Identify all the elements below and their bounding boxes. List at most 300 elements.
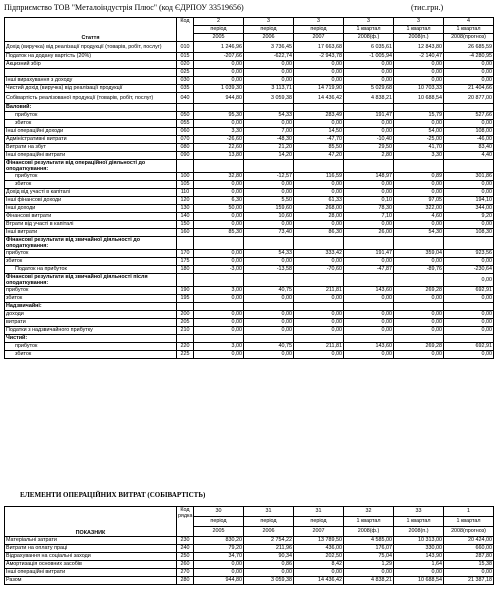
row-value: 0,00 bbox=[244, 569, 294, 577]
row-value: 0,00 bbox=[444, 181, 494, 189]
row-value: -2 140,47 bbox=[394, 53, 444, 61]
row-value: 0,00 bbox=[244, 189, 294, 197]
row-value: 923,56 bbox=[444, 250, 494, 258]
row-value: -622,74 bbox=[244, 53, 294, 61]
row-code: 150 bbox=[177, 221, 194, 229]
row-value: 78,30 bbox=[344, 205, 394, 213]
row-label: прибуток bbox=[5, 343, 177, 351]
row-code: 195 bbox=[177, 295, 194, 303]
row-code: 250 bbox=[177, 553, 194, 561]
row-value bbox=[344, 303, 394, 311]
company-title: Підприємство ТОВ "Металоіндустрія Плюс" (код ЄДРПОУ 33519656) bbox=[4, 3, 244, 12]
table-row bbox=[5, 351, 494, 359]
row-value: 0,00 bbox=[344, 120, 394, 128]
row-value: 0,00 bbox=[244, 295, 294, 303]
row-label: Разом bbox=[5, 577, 177, 585]
row-code: 230 bbox=[177, 537, 194, 545]
row-value: 0,00 bbox=[344, 77, 394, 85]
row-value: 0,00 bbox=[194, 569, 244, 577]
row-value: 0,00 bbox=[394, 569, 444, 577]
row-value bbox=[244, 303, 294, 311]
row-value: 108,30 bbox=[444, 229, 494, 237]
row-label: Акцизний збір bbox=[5, 61, 177, 69]
row-code: 180 bbox=[177, 266, 194, 274]
row-value: 40,75 bbox=[244, 287, 294, 295]
header-col-num: 3 bbox=[344, 18, 394, 26]
row-label bbox=[5, 69, 177, 77]
row-value: -207,66 bbox=[194, 53, 244, 61]
header-col-year: 2005 bbox=[194, 34, 244, 42]
row-value: 12 843,80 bbox=[394, 42, 444, 53]
row-value: 0,00 bbox=[294, 221, 344, 229]
document-title bbox=[4, 3, 474, 12]
row-label: Чистий: bbox=[5, 335, 177, 343]
row-label: Інші операційні витрати bbox=[5, 569, 177, 577]
row-value: 0,00 bbox=[394, 258, 444, 266]
row-code: 130 bbox=[177, 205, 194, 213]
row-value: 34,70 bbox=[194, 553, 244, 561]
row-value: 0,00 bbox=[344, 221, 394, 229]
row-value: 10 313,00 bbox=[394, 537, 444, 545]
header-col-num: 2 bbox=[194, 18, 244, 26]
row-value: 2 754,22 bbox=[244, 537, 294, 545]
row-value: 0,10 bbox=[344, 197, 394, 205]
row-code: 270 bbox=[177, 569, 194, 577]
header-col-num: 4 bbox=[444, 18, 494, 26]
row-value: 0,00 bbox=[244, 327, 294, 335]
row-value: -25,00 bbox=[394, 136, 444, 144]
row-value: 7,00 bbox=[244, 128, 294, 136]
row-label: Собівартість реалізованої продукції (товарів, робіт, послуг) bbox=[5, 93, 177, 104]
row-value: 0,00 bbox=[344, 189, 394, 197]
row-code: 060 bbox=[177, 128, 194, 136]
row-value bbox=[444, 303, 494, 311]
header-col-year: 2008(прогноз) bbox=[444, 34, 494, 42]
row-value: 14,50 bbox=[294, 128, 344, 136]
row-value: 0,00 bbox=[294, 181, 344, 189]
row-value bbox=[344, 104, 394, 112]
row-value: 21 404,66 bbox=[444, 85, 494, 93]
row-label: Валовий: bbox=[5, 104, 177, 112]
header-col-year: 2008(прогноз) bbox=[444, 527, 494, 537]
row-value: 0,00 bbox=[244, 120, 294, 128]
row-value: 1 039,30 bbox=[194, 85, 244, 93]
row-label: Витрати на збут bbox=[5, 144, 177, 152]
row-value: 0,00 bbox=[244, 69, 294, 77]
row-value bbox=[394, 104, 444, 112]
row-value: 0,00 bbox=[194, 213, 244, 221]
row-value: 20 877,00 bbox=[444, 93, 494, 104]
table-row bbox=[5, 53, 494, 61]
row-value bbox=[194, 274, 244, 287]
row-value bbox=[244, 335, 294, 343]
row-code bbox=[177, 303, 194, 311]
header-col-period: період bbox=[244, 26, 294, 34]
row-label: Дохід (виручка) від реалізації продукції (товарів, робіт, послуг) bbox=[5, 42, 177, 53]
row-value: 5,50 bbox=[244, 197, 294, 205]
row-value: 211,81 bbox=[294, 287, 344, 295]
row-value: 0,00 bbox=[394, 181, 444, 189]
row-value: 13 789,50 bbox=[294, 537, 344, 545]
row-value: 0,00 bbox=[294, 327, 344, 335]
row-label: Податок на прибуток bbox=[5, 266, 177, 274]
row-value: 3 059,38 bbox=[244, 577, 294, 585]
row-value: 28,00 bbox=[294, 213, 344, 221]
header-col-num: 1 bbox=[444, 507, 494, 517]
row-value: 0,00 bbox=[194, 561, 244, 569]
header-col-year: 2006 bbox=[244, 34, 294, 42]
table-row bbox=[5, 258, 494, 266]
row-code: 220 bbox=[177, 343, 194, 351]
header-col-year: 2007 bbox=[294, 527, 344, 537]
row-value: 322,00 bbox=[394, 205, 444, 213]
row-label: Чистий дохід (виручка) від реалізації продукції bbox=[5, 85, 177, 93]
row-value: 10 688,54 bbox=[394, 93, 444, 104]
row-label: Витрати на оплату праці bbox=[5, 545, 177, 553]
row-value: 85,30 bbox=[194, 229, 244, 237]
table-row bbox=[5, 77, 494, 85]
row-value: 6,30 bbox=[194, 197, 244, 205]
row-value: 22,60 bbox=[194, 144, 244, 152]
row-value: -47,87 bbox=[344, 266, 394, 274]
header-col-period: 1 квартал bbox=[444, 517, 494, 527]
row-value: 95,30 bbox=[194, 112, 244, 120]
row-value bbox=[194, 237, 244, 250]
row-value bbox=[394, 303, 444, 311]
row-code bbox=[177, 160, 194, 173]
row-value bbox=[444, 237, 494, 250]
table-row bbox=[5, 61, 494, 69]
row-code: 120 bbox=[177, 197, 194, 205]
row-label: Відрахування на соціальні заходи bbox=[5, 553, 177, 561]
table-row bbox=[5, 205, 494, 213]
row-value: 0,00 bbox=[294, 120, 344, 128]
row-label: Податок на додану вартість (20%) bbox=[5, 53, 177, 61]
table-row bbox=[5, 561, 494, 569]
row-code: 055 bbox=[177, 120, 194, 128]
row-value: 0,00 bbox=[394, 295, 444, 303]
row-label: Надзвичайні: bbox=[5, 303, 177, 311]
row-value bbox=[194, 160, 244, 173]
header-col-period: період bbox=[194, 26, 244, 34]
header-col-period: 1 квартал bbox=[344, 517, 394, 527]
row-code bbox=[177, 237, 194, 250]
row-value bbox=[344, 160, 394, 173]
row-value: 0,00 bbox=[344, 327, 394, 335]
row-value: 0,00 bbox=[444, 221, 494, 229]
row-value bbox=[394, 274, 444, 287]
row-value: 14 719,90 bbox=[294, 85, 344, 93]
row-value: 85,50 bbox=[294, 144, 344, 152]
row-value: 50,00 bbox=[194, 205, 244, 213]
row-value: 26 685,59 bbox=[444, 42, 494, 53]
row-value: 143,60 bbox=[344, 287, 394, 295]
row-value: 4 585,00 bbox=[344, 537, 394, 545]
row-code: 160 bbox=[177, 229, 194, 237]
row-label: збиток bbox=[5, 181, 177, 189]
row-value: 0,00 bbox=[344, 295, 394, 303]
row-value bbox=[444, 104, 494, 112]
table-row bbox=[5, 327, 494, 335]
row-code: 260 bbox=[177, 561, 194, 569]
row-value: 4 838,21 bbox=[344, 93, 394, 104]
row-value: -3,00 bbox=[194, 266, 244, 274]
row-value: 268,00 bbox=[294, 205, 344, 213]
row-value: 17 663,68 bbox=[294, 42, 344, 53]
row-value: 47,20 bbox=[294, 152, 344, 160]
row-value: 0,00 bbox=[244, 61, 294, 69]
row-value: 0,00 bbox=[444, 69, 494, 77]
row-value: 0,00 bbox=[244, 181, 294, 189]
row-value bbox=[444, 160, 494, 173]
row-code: 070 bbox=[177, 136, 194, 144]
row-value: 8,42 bbox=[294, 561, 344, 569]
row-label: Матеріальні затрати bbox=[5, 537, 177, 545]
header-col-period: 1 квартал bbox=[394, 26, 444, 34]
row-value: 692,91 bbox=[444, 287, 494, 295]
row-value: 191,47 bbox=[344, 250, 394, 258]
row-value: 0,00 bbox=[344, 351, 394, 359]
row-value bbox=[294, 104, 344, 112]
row-value: 0,00 bbox=[294, 351, 344, 359]
row-code: 110 bbox=[177, 189, 194, 197]
row-code: 140 bbox=[177, 213, 194, 221]
row-value: 0,00 bbox=[244, 319, 294, 327]
row-value: 330,00 bbox=[394, 545, 444, 553]
row-value: 0,00 bbox=[194, 327, 244, 335]
row-value: 269,28 bbox=[394, 343, 444, 351]
header-col-num: 31 bbox=[244, 507, 294, 517]
row-value: 0,00 bbox=[194, 189, 244, 197]
table-row bbox=[5, 136, 494, 144]
row-value: -13,58 bbox=[244, 266, 294, 274]
header-col-period: період bbox=[244, 517, 294, 527]
row-value: 14 436,42 bbox=[294, 93, 344, 104]
row-value: 211,81 bbox=[294, 343, 344, 351]
table-row bbox=[5, 128, 494, 136]
row-value bbox=[344, 237, 394, 250]
row-value: 0,00 bbox=[294, 569, 344, 577]
row-value bbox=[294, 237, 344, 250]
row-value: 333,42 bbox=[294, 250, 344, 258]
row-value bbox=[294, 160, 344, 173]
row-value: 269,28 bbox=[394, 287, 444, 295]
row-value: 0,00 bbox=[394, 189, 444, 197]
row-value: 54,33 bbox=[244, 250, 294, 258]
row-code: 030 bbox=[177, 77, 194, 85]
row-value bbox=[344, 335, 394, 343]
table-row bbox=[5, 537, 494, 545]
row-value: 0,00 bbox=[244, 77, 294, 85]
header-col-period: період bbox=[194, 517, 244, 527]
row-value: 79,20 bbox=[194, 545, 244, 553]
row-value: 15,38 bbox=[444, 561, 494, 569]
row-value: 21,20 bbox=[244, 144, 294, 152]
row-value bbox=[394, 237, 444, 250]
table-row bbox=[5, 335, 494, 343]
row-value: -10,40 bbox=[344, 136, 394, 144]
row-value bbox=[244, 274, 294, 287]
row-value: -89,76 bbox=[394, 266, 444, 274]
row-value: 0,00 bbox=[194, 319, 244, 327]
row-value: 0,00 bbox=[444, 77, 494, 85]
row-label: збиток bbox=[5, 258, 177, 266]
row-value: -46,00 bbox=[444, 136, 494, 144]
row-value: 32,80 bbox=[194, 173, 244, 181]
row-value: 14,20 bbox=[244, 152, 294, 160]
table-row bbox=[5, 311, 494, 319]
header-col-year: 2008(ф.) bbox=[344, 34, 394, 42]
row-value: 0,00 bbox=[244, 258, 294, 266]
row-value: 0,00 bbox=[444, 189, 494, 197]
row-value: 0,00 bbox=[394, 311, 444, 319]
row-value: 54,33 bbox=[244, 112, 294, 120]
row-value: 1,64 bbox=[394, 561, 444, 569]
table-row bbox=[5, 569, 494, 577]
table-row bbox=[5, 229, 494, 237]
row-label: Інші фінансові доходи bbox=[5, 197, 177, 205]
row-value: 0,00 bbox=[294, 319, 344, 327]
row-value: 0,00 bbox=[244, 351, 294, 359]
row-value: 0,00 bbox=[394, 77, 444, 85]
row-value: 0,00 bbox=[344, 61, 394, 69]
header-name: ПОКАЗНИК bbox=[5, 507, 177, 537]
row-value: 54,30 bbox=[394, 229, 444, 237]
row-value bbox=[294, 303, 344, 311]
row-value bbox=[294, 274, 344, 287]
row-value bbox=[394, 335, 444, 343]
row-value: 0,00 bbox=[394, 61, 444, 69]
row-code: 280 bbox=[177, 577, 194, 585]
row-value bbox=[194, 104, 244, 112]
row-value: 0,00 bbox=[194, 295, 244, 303]
table-row bbox=[5, 303, 494, 311]
row-code: 240 bbox=[177, 545, 194, 553]
row-value: 26,00 bbox=[344, 229, 394, 237]
row-value: -47,70 bbox=[294, 136, 344, 144]
row-value: -26,60 bbox=[194, 136, 244, 144]
row-value: -48,30 bbox=[244, 136, 294, 144]
table-row bbox=[5, 319, 494, 327]
row-value: 83,40 bbox=[444, 144, 494, 152]
row-value: 1,29 bbox=[344, 561, 394, 569]
row-value: 97,05 bbox=[394, 197, 444, 205]
row-value: -2 943,78 bbox=[294, 53, 344, 61]
header-col-period: 1 квартал bbox=[344, 26, 394, 34]
row-value: 0,00 bbox=[344, 311, 394, 319]
row-label: Інші витрати bbox=[5, 229, 177, 237]
header-col-period: період bbox=[294, 26, 344, 34]
row-label: Інші доходи bbox=[5, 205, 177, 213]
row-value: 202,50 bbox=[294, 553, 344, 561]
header-code: Код bbox=[177, 18, 194, 42]
row-value: 4,60 bbox=[394, 213, 444, 221]
row-value: 0,00 bbox=[394, 120, 444, 128]
row-value: 0,89 bbox=[394, 173, 444, 181]
table-row bbox=[5, 553, 494, 561]
row-label: Дохід від участі в капіталі bbox=[5, 189, 177, 197]
header-col-num: 32 bbox=[344, 507, 394, 517]
header-row bbox=[5, 18, 494, 26]
row-label: витрати bbox=[5, 319, 177, 327]
row-label: доходи bbox=[5, 311, 177, 319]
row-value: 13,80 bbox=[194, 152, 244, 160]
row-value: 3 059,38 bbox=[244, 93, 294, 104]
row-value: 0,00 bbox=[344, 128, 394, 136]
table-row bbox=[5, 189, 494, 197]
header-col-num: 33 bbox=[394, 507, 444, 517]
row-code bbox=[177, 104, 194, 112]
header-col-year: 2005 bbox=[194, 527, 244, 537]
row-value: 944,80 bbox=[194, 577, 244, 585]
row-value: 176,07 bbox=[344, 545, 394, 553]
table-row bbox=[5, 112, 494, 120]
row-value: 0,00 bbox=[294, 258, 344, 266]
row-label: Адміністративні витрати bbox=[5, 136, 177, 144]
table-row bbox=[5, 160, 494, 173]
row-value: 54,00 bbox=[394, 128, 444, 136]
row-value: 301,86 bbox=[444, 173, 494, 181]
row-code bbox=[177, 274, 194, 287]
row-label: Інші вирахування з доходу bbox=[5, 77, 177, 85]
table-row bbox=[5, 266, 494, 274]
row-value: -4 280,95 bbox=[444, 53, 494, 61]
row-label: Інші операційні доходи bbox=[5, 128, 177, 136]
header-row bbox=[5, 507, 494, 517]
row-value: 0,00 bbox=[394, 69, 444, 77]
table-row bbox=[5, 221, 494, 229]
row-value: 159,60 bbox=[244, 205, 294, 213]
row-value bbox=[194, 335, 244, 343]
row-value: 0,00 bbox=[194, 77, 244, 85]
row-code: 210 bbox=[177, 327, 194, 335]
row-value: 527,66 bbox=[444, 112, 494, 120]
row-code: 170 bbox=[177, 250, 194, 258]
row-value: 86,30 bbox=[294, 229, 344, 237]
row-label: Втрати від участі в капіталі bbox=[5, 221, 177, 229]
row-value: 3 113,71 bbox=[244, 85, 294, 93]
row-value: 287,80 bbox=[444, 553, 494, 561]
row-label: збиток bbox=[5, 120, 177, 128]
row-value: 344,00 bbox=[444, 205, 494, 213]
row-value bbox=[444, 335, 494, 343]
row-code: 200 bbox=[177, 311, 194, 319]
header-col-year: 2008(п.) bbox=[394, 527, 444, 537]
header-col-year: 2006 bbox=[244, 527, 294, 537]
row-value: 191,47 bbox=[344, 112, 394, 120]
header-col-num: 3 bbox=[394, 18, 444, 26]
row-code: 205 bbox=[177, 319, 194, 327]
row-code: 020 bbox=[177, 61, 194, 69]
row-value: 14 436,42 bbox=[294, 577, 344, 585]
row-code: 175 bbox=[177, 258, 194, 266]
row-code bbox=[177, 335, 194, 343]
row-value: 944,80 bbox=[194, 93, 244, 104]
row-value: 0,00 bbox=[194, 181, 244, 189]
row-value: 3,30 bbox=[194, 128, 244, 136]
row-code: 015 bbox=[177, 53, 194, 61]
row-value: 40,75 bbox=[244, 343, 294, 351]
row-value bbox=[294, 335, 344, 343]
row-value: 283,49 bbox=[294, 112, 344, 120]
row-value: 0,00 bbox=[444, 295, 494, 303]
table-row bbox=[5, 181, 494, 189]
header-col-num: 30 bbox=[194, 507, 244, 517]
header-col-num: 3 bbox=[244, 18, 294, 26]
row-value: 0,00 bbox=[194, 258, 244, 266]
row-label: прибуток bbox=[5, 250, 177, 258]
row-value bbox=[244, 160, 294, 173]
